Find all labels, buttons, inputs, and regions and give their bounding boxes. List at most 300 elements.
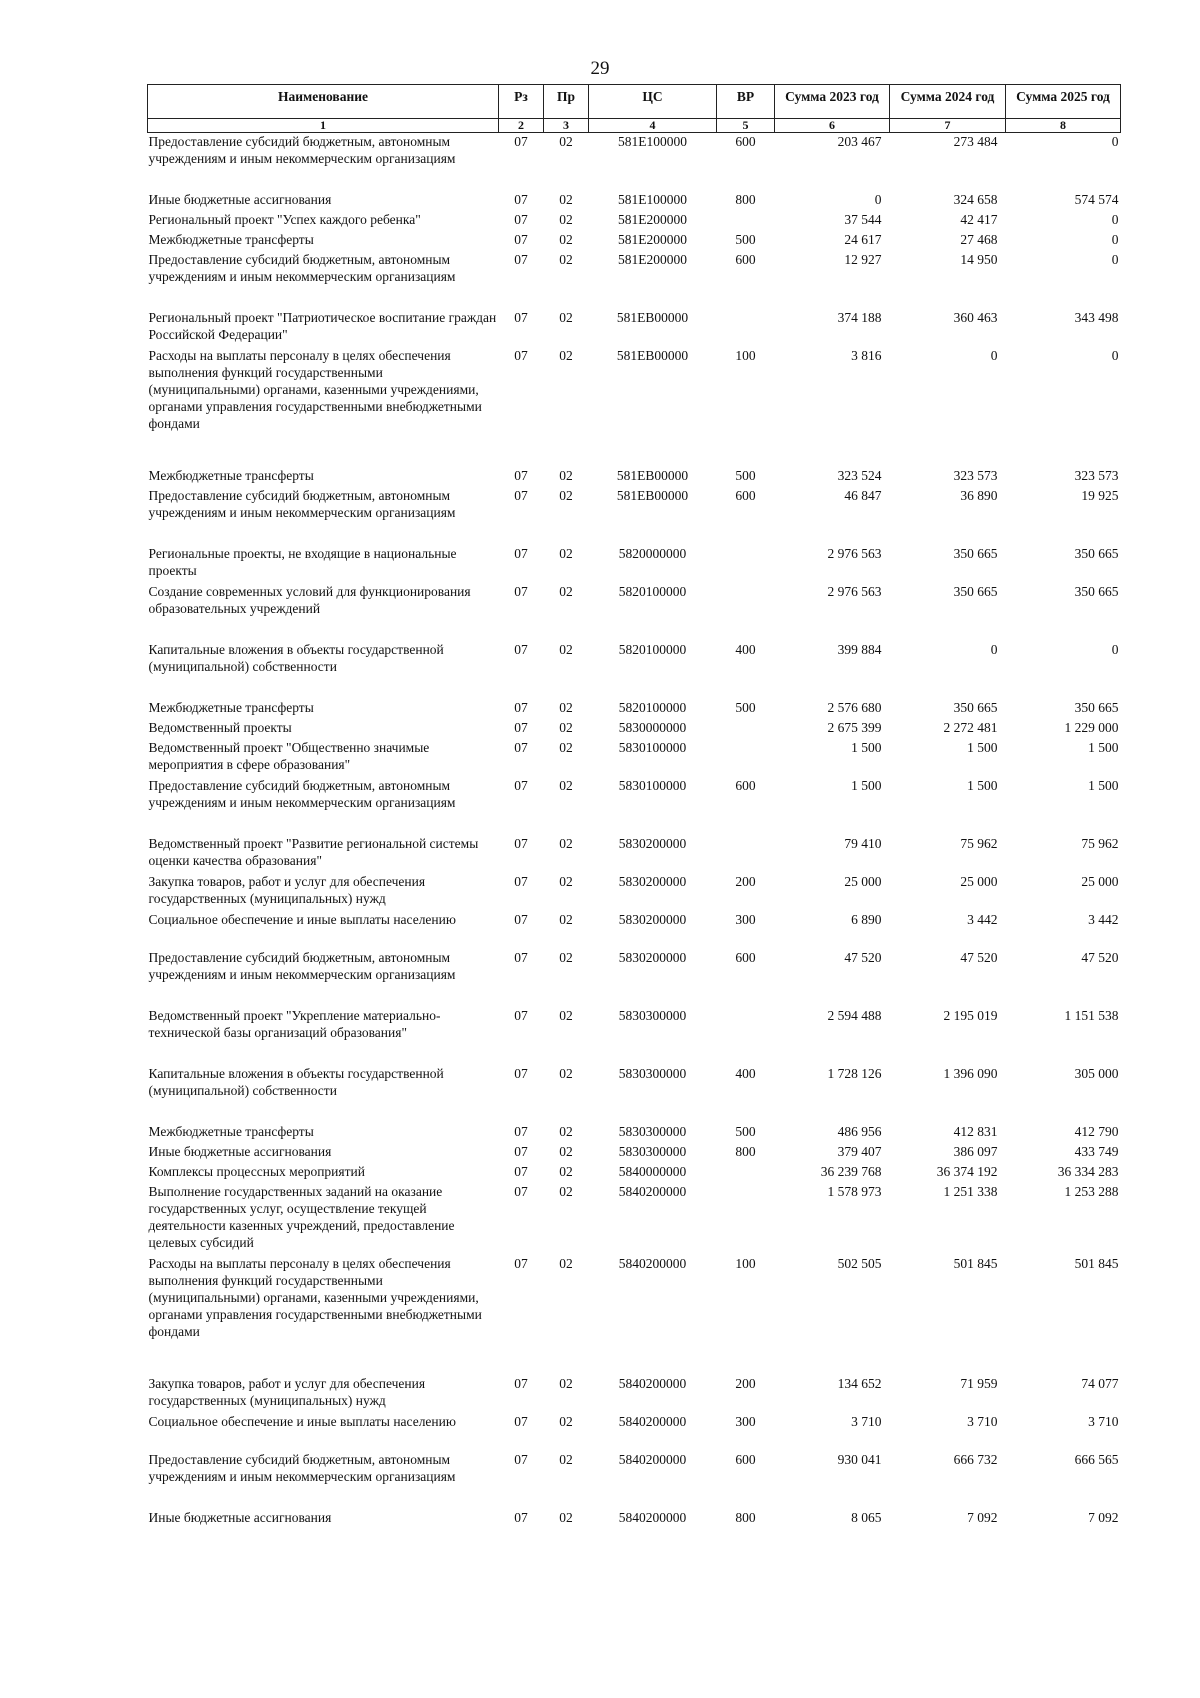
row-rz: 07 <box>514 1510 528 1525</box>
row-cs: 5820100000 <box>618 642 687 657</box>
row-pr: 02 <box>559 192 573 207</box>
table-row <box>148 1123 1121 1143</box>
row-pr: 02 <box>559 212 573 227</box>
row-name: Предоставление субсидий бюджетным, автономным учреждениям и иным некоммерческим организациям <box>148 950 456 982</box>
row-pr: 02 <box>559 642 573 657</box>
row-pr: 02 <box>559 468 573 483</box>
row-pr: 02 <box>559 1124 573 1139</box>
row-sum-2023: 323 524 <box>837 468 882 483</box>
row-pr: 02 <box>559 134 573 149</box>
header-2025: Сумма 2025 год <box>1006 85 1121 119</box>
row-pr: 02 <box>559 1144 573 1159</box>
row-sum-2024: 36 374 192 <box>936 1164 998 1179</box>
row-sum-2023: 12 927 <box>844 252 882 267</box>
row-vr <box>717 545 775 583</box>
row-pr: 02 <box>559 1066 573 1081</box>
header-rz: Рз <box>499 85 544 119</box>
row-sum-2023: 203 467 <box>837 134 882 149</box>
row-name: Иные бюджетные ассигнования <box>148 1510 332 1525</box>
row-rz: 07 <box>514 1008 528 1023</box>
row-sum-2023: 2 976 563 <box>827 546 882 561</box>
row-vr: 800 <box>735 1144 756 1159</box>
row-rz: 07 <box>514 642 528 657</box>
row-pr: 02 <box>559 546 573 561</box>
row-cs: 5830300000 <box>618 1144 687 1159</box>
row-pr: 02 <box>559 778 573 793</box>
row-cs: 581E100000 <box>618 192 687 207</box>
row-cs: 5830100000 <box>618 740 687 755</box>
row-vr: 200 <box>735 874 756 889</box>
row-sum-2024: 350 665 <box>953 546 998 561</box>
row-sum-2023: 2 675 399 <box>827 720 882 735</box>
row-sum-2023: 374 188 <box>837 310 882 325</box>
row-sum-2023: 0 <box>874 192 882 207</box>
header-vr: ВР <box>717 85 775 119</box>
row-vr: 800 <box>735 192 756 207</box>
row-cs: 5830200000 <box>618 912 687 927</box>
row-sum-2024: 1 500 <box>967 740 998 755</box>
table-row <box>148 1375 1121 1413</box>
row-sum-2024: 1 500 <box>967 778 998 793</box>
row-sum-2025: 343 498 <box>1074 310 1119 325</box>
row-sum-2025: 412 790 <box>1074 1124 1119 1139</box>
row-sum-2025: 47 520 <box>1081 950 1119 965</box>
table-row <box>148 545 1121 583</box>
row-sum-2025: 0 <box>1111 134 1119 149</box>
row-cs: 5830200000 <box>618 836 687 851</box>
row-cs: 5830300000 <box>618 1124 687 1139</box>
row-sum-2025: 305 000 <box>1074 1066 1119 1081</box>
table-row <box>148 191 1121 211</box>
row-vr: 500 <box>735 468 756 483</box>
row-vr: 500 <box>735 232 756 247</box>
table-row <box>148 487 1121 545</box>
row-cs: 5820100000 <box>618 584 687 599</box>
row-name: Ведомственный проект "Укрепление материально-технической базы организаций образования" <box>148 1008 441 1040</box>
row-sum-2024: 350 665 <box>953 700 998 715</box>
row-sum-2023: 486 956 <box>837 1124 882 1139</box>
row-cs: 5840200000 <box>618 1510 687 1525</box>
row-pr: 02 <box>559 1256 573 1271</box>
row-sum-2023: 8 065 <box>851 1510 882 1525</box>
row-sum-2023: 24 617 <box>844 232 882 247</box>
row-sum-2025: 350 665 <box>1074 546 1119 561</box>
row-pr: 02 <box>559 1510 573 1525</box>
row-vr: 600 <box>735 778 756 793</box>
row-rz: 07 <box>514 232 528 247</box>
row-rz: 07 <box>514 488 528 503</box>
row-cs: 581E200000 <box>618 212 687 227</box>
table-body <box>148 133 1121 1530</box>
row-rz: 07 <box>514 212 528 227</box>
row-name: Предоставление субсидий бюджетным, автономным учреждениям и иным некоммерческим организациям <box>148 778 456 810</box>
row-sum-2024: 36 890 <box>960 488 998 503</box>
table-row <box>148 1163 1121 1183</box>
row-vr: 600 <box>735 252 756 267</box>
row-sum-2023: 1 578 973 <box>827 1184 882 1199</box>
row-cs: 581EВ00000 <box>616 468 689 483</box>
row-name: Предоставление субсидий бюджетным, автономным учреждениям и иным некоммерческим организациям <box>148 1452 456 1484</box>
row-sum-2023: 2 576 680 <box>827 700 882 715</box>
row-sum-2025: 7 092 <box>1088 1510 1119 1525</box>
row-name: Межбюджетные трансферты <box>148 700 314 715</box>
row-rz: 07 <box>514 700 528 715</box>
row-sum-2024: 75 962 <box>960 836 998 851</box>
row-sum-2025: 0 <box>1111 252 1119 267</box>
row-cs: 5840000000 <box>618 1164 687 1179</box>
row-name: Закупка товаров, работ и услуг для обеспечения государственных (муниципальных) нужд <box>148 1376 426 1408</box>
table-row <box>148 467 1121 487</box>
table-row <box>148 739 1121 777</box>
row-sum-2025: 0 <box>1111 348 1119 363</box>
table-row <box>148 1451 1121 1509</box>
row-name: Выполнение государственных заданий на оказание государственных услуг, осуществление текущей деятельности казенных учреждений, предоставление целевых субсидий <box>148 1184 455 1250</box>
row-cs: 581E100000 <box>618 134 687 149</box>
row-sum-2023: 25 000 <box>844 874 882 889</box>
table-row <box>148 835 1121 873</box>
row-sum-2025: 74 077 <box>1081 1376 1119 1391</box>
column-number: 5 <box>717 119 775 133</box>
row-name: Предоставление субсидий бюджетным, автономным учреждениям и иным некоммерческим организациям <box>148 252 456 284</box>
row-sum-2024: 47 520 <box>960 950 998 965</box>
row-sum-2025: 0 <box>1111 232 1119 247</box>
row-sum-2023: 47 520 <box>844 950 882 965</box>
row-sum-2023: 1 728 126 <box>827 1066 882 1081</box>
row-sum-2023: 3 710 <box>851 1414 882 1429</box>
row-cs: 5840200000 <box>618 1452 687 1467</box>
row-vr <box>717 1007 775 1065</box>
row-name: Комплексы процессных мероприятий <box>148 1164 365 1179</box>
row-name: Ведомственный проект "Развитие региональной системы оценки качества образования" <box>148 836 479 868</box>
row-sum-2025: 3 710 <box>1088 1414 1119 1429</box>
row-rz: 07 <box>514 1066 528 1081</box>
row-cs: 5840200000 <box>618 1376 687 1391</box>
table-header-row <box>148 85 1121 119</box>
row-rz: 07 <box>514 348 528 363</box>
table-row <box>148 251 1121 309</box>
row-cs: 5830300000 <box>618 1008 687 1023</box>
table-row <box>148 1143 1121 1163</box>
row-vr <box>717 1183 775 1255</box>
row-vr: 500 <box>735 700 756 715</box>
row-pr: 02 <box>559 700 573 715</box>
row-name: Социальное обеспечение и иные выплаты населению <box>148 912 456 927</box>
row-cs: 5830200000 <box>618 874 687 889</box>
row-rz: 07 <box>514 1144 528 1159</box>
row-sum-2023: 36 239 768 <box>820 1164 882 1179</box>
row-vr: 300 <box>735 1414 756 1429</box>
table-row <box>148 309 1121 347</box>
table-row <box>148 231 1121 251</box>
row-vr: 600 <box>735 1452 756 1467</box>
row-sum-2024: 3 442 <box>967 912 998 927</box>
column-number: 8 <box>1006 119 1121 133</box>
row-sum-2023: 3 816 <box>851 348 882 363</box>
row-cs: 5840200000 <box>618 1184 687 1199</box>
row-sum-2025: 1 253 288 <box>1064 1184 1119 1199</box>
row-pr: 02 <box>559 584 573 599</box>
row-sum-2024: 412 831 <box>953 1124 998 1139</box>
row-sum-2025: 3 442 <box>1088 912 1119 927</box>
row-sum-2024: 501 845 <box>953 1256 998 1271</box>
row-cs: 581EВ00000 <box>616 348 689 363</box>
row-sum-2025: 350 665 <box>1074 700 1119 715</box>
row-sum-2023: 930 041 <box>837 1452 882 1467</box>
row-vr: 800 <box>735 1510 756 1525</box>
row-vr: 400 <box>735 642 756 657</box>
row-sum-2025: 36 334 283 <box>1057 1164 1119 1179</box>
row-name: Создание современных условий для функционирования образовательных учреждений <box>148 584 471 616</box>
row-rz: 07 <box>514 912 528 927</box>
row-name: Региональный проект "Успех каждого ребенка" <box>148 212 421 227</box>
row-pr: 02 <box>559 252 573 267</box>
row-sum-2024: 42 417 <box>960 212 998 227</box>
table-row <box>148 1007 1121 1065</box>
row-rz: 07 <box>514 874 528 889</box>
row-pr: 02 <box>559 836 573 851</box>
row-sum-2025: 19 925 <box>1081 488 1119 503</box>
row-sum-2025: 1 500 <box>1088 778 1119 793</box>
row-sum-2023: 46 847 <box>844 488 882 503</box>
row-sum-2024: 324 658 <box>953 192 998 207</box>
table-row <box>148 873 1121 911</box>
table-row <box>148 1509 1121 1529</box>
column-number: 4 <box>589 119 717 133</box>
header-2024: Сумма 2024 год <box>890 85 1006 119</box>
row-pr: 02 <box>559 720 573 735</box>
table-row <box>148 1413 1121 1451</box>
row-rz: 07 <box>514 1376 528 1391</box>
row-sum-2025: 0 <box>1111 212 1119 227</box>
row-name: Межбюджетные трансферты <box>148 232 314 247</box>
row-sum-2025: 25 000 <box>1081 874 1119 889</box>
row-sum-2023: 6 890 <box>851 912 882 927</box>
row-sum-2024: 71 959 <box>960 1376 998 1391</box>
row-rz: 07 <box>514 468 528 483</box>
row-name: Капитальные вложения в объекты государственной (муниципальной) собственности <box>148 642 444 674</box>
table-row <box>148 1255 1121 1375</box>
header-pr: Пр <box>544 85 589 119</box>
row-rz: 07 <box>514 192 528 207</box>
row-sum-2025: 433 749 <box>1074 1144 1119 1159</box>
row-pr: 02 <box>559 348 573 363</box>
row-pr: 02 <box>559 1414 573 1429</box>
row-cs: 5820000000 <box>618 546 687 561</box>
row-sum-2024: 2 272 481 <box>943 720 998 735</box>
row-sum-2024: 27 468 <box>960 232 998 247</box>
row-sum-2024: 666 732 <box>953 1452 998 1467</box>
row-name: Предоставление субсидий бюджетным, автономным учреждениям и иным некоммерческим организациям <box>148 134 456 166</box>
row-rz: 07 <box>514 836 528 851</box>
header-name: Наименование <box>148 85 499 119</box>
row-vr <box>717 1163 775 1183</box>
table-row <box>148 1065 1121 1123</box>
row-pr: 02 <box>559 1452 573 1467</box>
row-vr: 500 <box>735 1124 756 1139</box>
row-vr <box>717 211 775 231</box>
table-row <box>148 133 1121 192</box>
row-sum-2025: 666 565 <box>1074 1452 1119 1467</box>
column-number: 1 <box>148 119 499 133</box>
column-number: 2 <box>499 119 544 133</box>
row-vr: 100 <box>735 348 756 363</box>
row-rz: 07 <box>514 950 528 965</box>
row-sum-2024: 1 251 338 <box>943 1184 998 1199</box>
row-sum-2024: 7 092 <box>967 1510 998 1525</box>
row-name: Социальное обеспечение и иные выплаты населению <box>148 1414 456 1429</box>
row-sum-2024: 14 950 <box>960 252 998 267</box>
row-rz: 07 <box>514 310 528 325</box>
row-sum-2025: 0 <box>1111 642 1119 657</box>
row-sum-2023: 1 500 <box>851 778 882 793</box>
header-cs: ЦС <box>589 85 717 119</box>
row-name: Закупка товаров, работ и услуг для обеспечения государственных (муниципальных) нужд <box>148 874 426 906</box>
row-sum-2025: 323 573 <box>1074 468 1119 483</box>
row-vr: 200 <box>735 1376 756 1391</box>
row-sum-2024: 0 <box>990 642 998 657</box>
table-row <box>148 641 1121 699</box>
row-cs: 581EВ00000 <box>616 310 689 325</box>
row-sum-2023: 502 505 <box>837 1256 882 1271</box>
row-sum-2023: 79 410 <box>844 836 882 851</box>
row-sum-2024: 360 463 <box>953 310 998 325</box>
row-sum-2023: 379 407 <box>837 1144 882 1159</box>
row-cs: 5830000000 <box>618 720 687 735</box>
row-cs: 581E200000 <box>618 232 687 247</box>
row-sum-2025: 1 500 <box>1088 740 1119 755</box>
row-cs: 5840200000 <box>618 1414 687 1429</box>
row-pr: 02 <box>559 310 573 325</box>
row-name: Расходы на выплаты персоналу в целях обеспечения выполнения функций государственными (муниципальными) органами, казенными учреждениями, органами управления государственными внебюджетными фондами <box>148 348 482 431</box>
row-rz: 07 <box>514 134 528 149</box>
budget-table <box>147 84 1121 1529</box>
row-vr: 300 <box>735 912 756 927</box>
row-vr <box>717 309 775 347</box>
column-number-row <box>148 119 1121 133</box>
row-sum-2023: 134 652 <box>837 1376 882 1391</box>
row-rz: 07 <box>514 740 528 755</box>
row-pr: 02 <box>559 1184 573 1199</box>
table-row <box>148 777 1121 835</box>
row-sum-2025: 1 151 538 <box>1064 1008 1119 1023</box>
row-pr: 02 <box>559 1008 573 1023</box>
row-vr <box>717 583 775 641</box>
row-sum-2024: 1 396 090 <box>943 1066 998 1081</box>
row-name: Региональные проекты, не входящие в национальные проекты <box>148 546 457 578</box>
row-sum-2024: 323 573 <box>953 468 998 483</box>
row-cs: 581EВ00000 <box>616 488 689 503</box>
row-sum-2023: 1 500 <box>851 740 882 755</box>
page-number: 29 <box>590 58 610 79</box>
row-name: Ведомственный проект "Общественно значимые мероприятия в сфере образования" <box>148 740 430 772</box>
row-sum-2024: 350 665 <box>953 584 998 599</box>
table-row <box>148 211 1121 231</box>
row-name: Расходы на выплаты персоналу в целях обеспечения выполнения функций государственными (муниципальными) органами, казенными учреждениями, органами управления государственными внебюджетными фондами <box>148 1256 482 1339</box>
row-cs: 5840200000 <box>618 1256 687 1271</box>
row-sum-2023: 399 884 <box>837 642 882 657</box>
row-pr: 02 <box>559 912 573 927</box>
row-name: Ведомственный проекты <box>148 720 292 735</box>
header-2023: Сумма 2023 год <box>775 85 890 119</box>
row-sum-2023: 37 544 <box>844 212 882 227</box>
row-name: Региональный проект "Патриотическое воспитание граждан Российской Федерации" <box>148 310 497 342</box>
row-sum-2025: 75 962 <box>1081 836 1119 851</box>
table-row <box>148 583 1121 641</box>
row-name: Капитальные вложения в объекты государственной (муниципальной) собственности <box>148 1066 444 1098</box>
column-number: 6 <box>775 119 890 133</box>
column-number: 7 <box>890 119 1006 133</box>
row-sum-2024: 273 484 <box>953 134 998 149</box>
row-rz: 07 <box>514 584 528 599</box>
row-sum-2025: 1 229 000 <box>1064 720 1119 735</box>
row-vr: 400 <box>735 1066 756 1081</box>
table-row <box>148 719 1121 739</box>
row-cs: 5830300000 <box>618 1066 687 1081</box>
row-vr <box>717 835 775 873</box>
row-rz: 07 <box>514 1452 528 1467</box>
row-pr: 02 <box>559 488 573 503</box>
row-vr: 600 <box>735 134 756 149</box>
row-vr: 100 <box>735 1256 756 1271</box>
row-sum-2025: 501 845 <box>1074 1256 1119 1271</box>
row-sum-2024: 0 <box>990 348 998 363</box>
table-row <box>148 949 1121 1007</box>
table-row <box>148 1183 1121 1255</box>
row-rz: 07 <box>514 1184 528 1199</box>
row-pr: 02 <box>559 874 573 889</box>
row-pr: 02 <box>559 740 573 755</box>
row-rz: 07 <box>514 1256 528 1271</box>
row-cs: 5830200000 <box>618 950 687 965</box>
column-number: 3 <box>544 119 589 133</box>
row-pr: 02 <box>559 1376 573 1391</box>
row-sum-2024: 25 000 <box>960 874 998 889</box>
row-rz: 07 <box>514 778 528 793</box>
row-rz: 07 <box>514 546 528 561</box>
row-name: Предоставление субсидий бюджетным, автономным учреждениям и иным некоммерческим организациям <box>148 488 456 520</box>
row-name: Межбюджетные трансферты <box>148 468 314 483</box>
row-vr: 600 <box>735 488 756 503</box>
row-cs: 5830100000 <box>618 778 687 793</box>
row-cs: 581E200000 <box>618 252 687 267</box>
row-sum-2024: 2 195 019 <box>943 1008 998 1023</box>
row-pr: 02 <box>559 950 573 965</box>
row-pr: 02 <box>559 1164 573 1179</box>
row-sum-2024: 3 710 <box>967 1414 998 1429</box>
row-vr <box>717 719 775 739</box>
row-rz: 07 <box>514 252 528 267</box>
row-cs: 5820100000 <box>618 700 687 715</box>
row-rz: 07 <box>514 720 528 735</box>
row-name: Иные бюджетные ассигнования <box>148 192 332 207</box>
row-rz: 07 <box>514 1164 528 1179</box>
row-vr <box>717 739 775 777</box>
row-sum-2024: 386 097 <box>953 1144 998 1159</box>
table-row <box>148 699 1121 719</box>
row-name: Межбюджетные трансферты <box>148 1124 314 1139</box>
row-sum-2023: 2 976 563 <box>827 584 882 599</box>
row-sum-2023: 2 594 488 <box>827 1008 882 1023</box>
row-rz: 07 <box>514 1414 528 1429</box>
row-vr: 600 <box>735 950 756 965</box>
row-pr: 02 <box>559 232 573 247</box>
table-row <box>148 911 1121 949</box>
row-name: Иные бюджетные ассигнования <box>148 1144 332 1159</box>
row-sum-2025: 574 574 <box>1074 192 1119 207</box>
table-row <box>148 347 1121 467</box>
row-sum-2025: 350 665 <box>1074 584 1119 599</box>
row-rz: 07 <box>514 1124 528 1139</box>
